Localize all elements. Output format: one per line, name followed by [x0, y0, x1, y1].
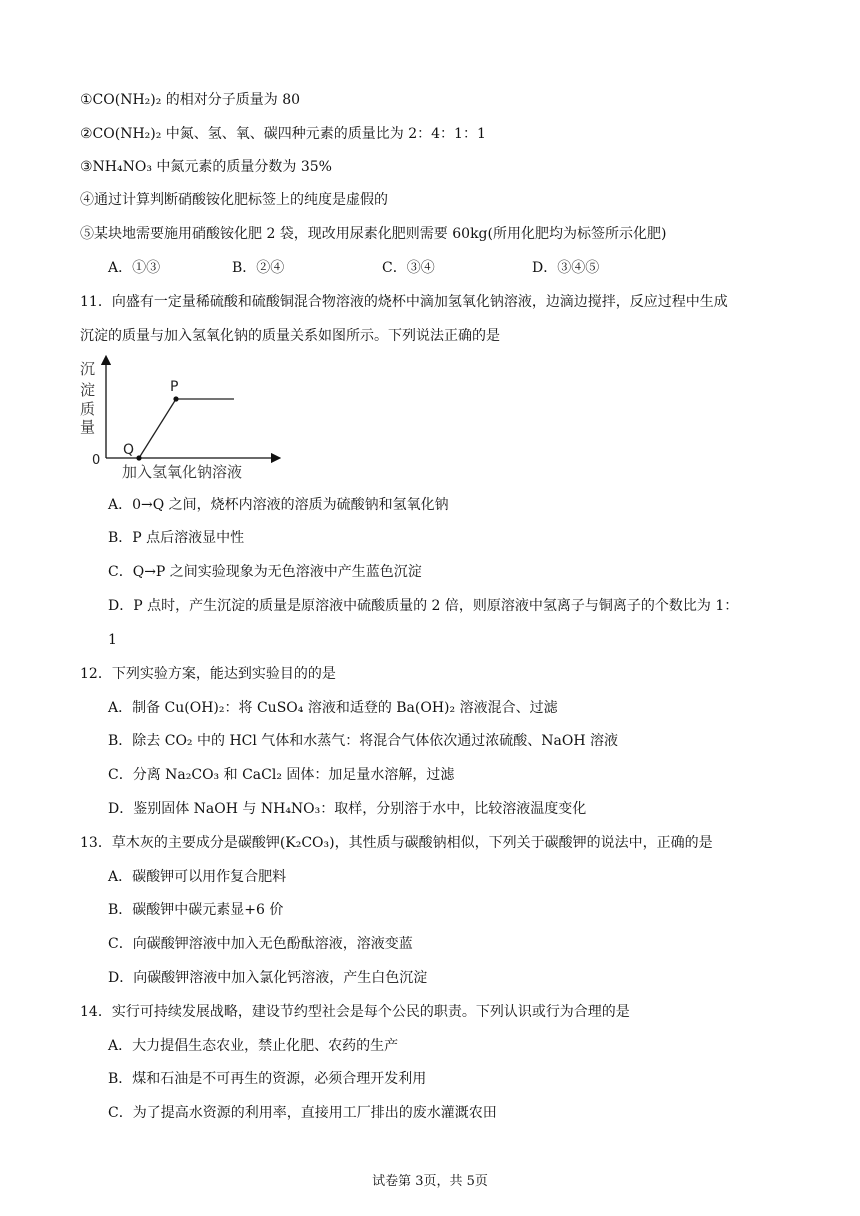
y-axis-label-char-3: 质	[80, 400, 96, 418]
page-footer: 试卷第 3页，共 5页	[372, 1174, 488, 1189]
statement-1: ①CO(NH₂)₂ 的相对分子质量为 80	[80, 92, 301, 108]
statement-5: ⑤某块地需要施用硝酸铵化肥 2 袋，现改用尿素化肥则需要 60kg(所用化肥均为标签所示化肥)	[80, 226, 667, 242]
statement-2: ②CO(NH₂)₂ 中氮、氢、氧、碳四种元素的质量比为 2：4：1：1	[80, 126, 486, 142]
q12-option-b: B．除去 CO₂ 中的 HCl 气体和水蒸气：将混合气体依次通过浓硫酸、NaOH 溶液	[108, 733, 619, 749]
q10-option-d: D．③④⑤	[532, 260, 600, 276]
q11-option-d-continued: 1	[108, 632, 117, 648]
y-axis-label-char-1: 沉	[80, 360, 96, 378]
q14-stem: 14．实行可持续发展战略，建设节约型社会是每个公民的职责。下列认识或行为合理的是	[80, 1004, 630, 1020]
q12-stem: 12．下列实验方案，能达到实验目的的是	[80, 666, 336, 682]
origin-label: 0	[92, 453, 101, 468]
q11-stem-line-1: 11．向盛有一定量稀硫酸和硫酸铜混合物溶液的烧杯中滴加氢氧化钠溶液，边滴边搅拌，反应过程中生成	[80, 294, 728, 310]
q12-option-c: C．分离 Na₂CO₃ 和 CaCl₂ 固体：加足量水溶解，过滤	[108, 767, 455, 783]
q10-option-a: A．①③	[108, 260, 161, 276]
statement-3: ③NH₄NO₃ 中氮元素的质量分数为 35%	[80, 159, 332, 175]
q13-option-b: B．碳酸钾中碳元素显+6 价	[108, 902, 284, 918]
rising-segment	[139, 399, 176, 458]
statement-4: ④通过计算判断硝酸铵化肥标签上的纯度是虚假的	[80, 192, 388, 208]
point-p-marker	[173, 396, 178, 401]
q12-option-d: D．鉴别固体 NaOH 与 NH₄NO₃：取样，分别溶于水中，比较溶液温度变化	[108, 801, 587, 817]
q14-option-b: B．煤和石油是不可再生的资源，必须合理开发利用	[108, 1071, 427, 1087]
q10-option-b: B．②④	[232, 260, 285, 276]
q13-option-c: C．向碳酸钾溶液中加入无色酚酞溶液，溶液变蓝	[108, 936, 413, 952]
q14-option-c: C．为了提高水资源的利用率，直接用工厂排出的废水灌溉农田	[108, 1105, 497, 1121]
q11-option-b: B．P 点后溶液显中性	[108, 530, 245, 546]
point-q-marker	[136, 455, 141, 460]
point-p-label: P	[170, 379, 179, 395]
q11-option-c: C．Q→P 之间实验现象为无色溶液中产生蓝色沉淀	[108, 564, 422, 580]
q11-option-a: A．0→Q 之间，烧杯内溶液的溶质为硫酸钠和氢氧化钠	[108, 497, 449, 513]
q12-option-a: A．制备 Cu(OH)₂：将 CuSO₄ 溶液和适登的 Ba(OH)₂ 溶液混合、过滤	[108, 700, 558, 716]
q11-option-d: D．P 点时，产生沉淀的质量是原溶液中硫酸质量的 2 倍，则原溶液中氢离子与铜离子的个数比为 1：	[108, 598, 739, 614]
q13-stem: 13．草木灰的主要成分是碳酸钾(K₂CO₃)，其性质与碳酸钠相似，下列关于碳酸钾的说法中，正确的是	[80, 835, 713, 851]
y-axis-label-char-2: 淀	[80, 381, 96, 399]
q13-option-d: D．向碳酸钾溶液中加入氯化钙溶液，产生白色沉淀	[108, 970, 428, 986]
point-q-label: Q	[123, 442, 135, 458]
y-axis-label-char-4: 量	[80, 418, 96, 436]
q10-option-c: C．③④	[382, 260, 435, 276]
x-axis-label: 加入氢氧化钠溶液	[122, 463, 243, 481]
q13-option-a: A．碳酸钾可以用作复合肥料	[108, 869, 287, 885]
q11-stem-line-2: 沉淀的质量与加入氢氧化钠的质量关系如图所示。下列说法正确的是	[80, 328, 500, 344]
precipitate-mass-graph	[78, 354, 298, 484]
q14-option-a: A．大力提倡生态农业，禁止化肥、农药的生产	[108, 1038, 399, 1054]
